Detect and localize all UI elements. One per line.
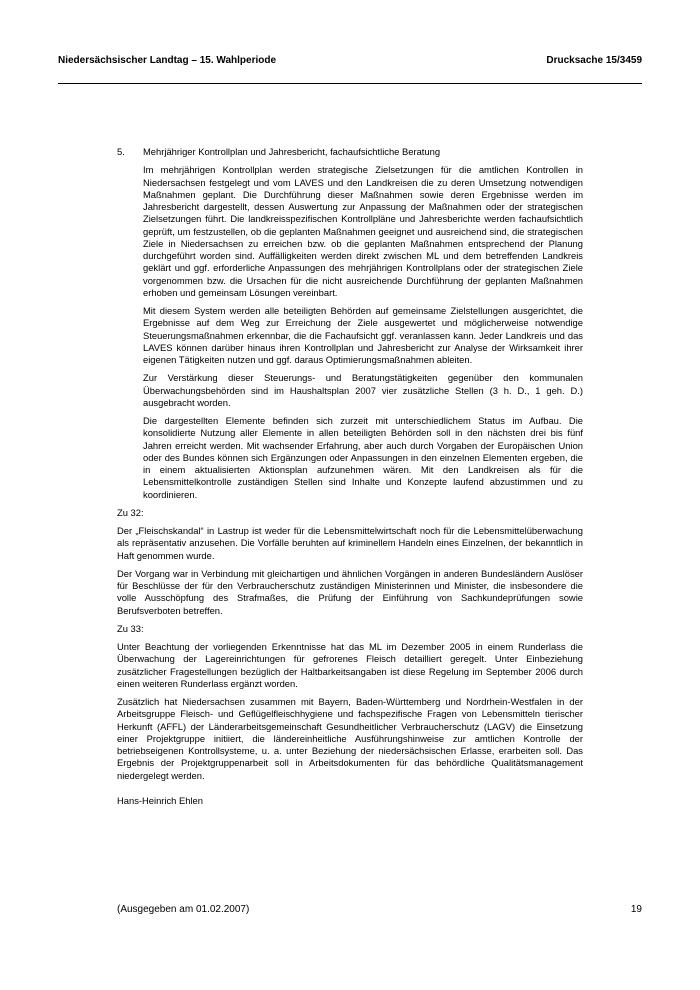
signature: Hans-Heinrich Ehlen <box>117 794 203 806</box>
page-header <box>58 55 642 66</box>
paragraph: Zusätzlich hat Niedersachsen zusammen mit Bayern, Baden-Württemberg und Nordrhein-Westfalen in der Arbeitsgruppe Fleisch- und Geflügelfleischhygiene und fachspezifische Fragen von Lebensmitteln tierischer Herkunft (AFFL) der Länderarbeitsgemeinschaft Gesundheitlicher Verbraucherschutz (LAGV) die Einsetzung einer Projektgruppe initiiert, die ländereinheitliche Ausführungshinweise zur amtlichen Kontrolle der betriebseigenen Kontrollsysteme, u. a. unter Beziehung der niedersächsischen Erlasse, erarbeiten soll. Das Ergebnis der Projektgruppenarbeit soll in Arbeitsdokumenten für das behördliche Qualitätsmanagement niedergelegt werden. <box>117 696 583 781</box>
paragraph: Unter Beachtung der vorliegenden Erkenntnisse hat das ML im Dezember 2005 in einem Runderlass die Überwachung der Lagereinrichtungen für gefrorenes Fleisch detailliert geregelt. Unter Einbeziehung zusätzlicher Fragestellungen bezüglich der Haltbarkeitsangaben ist diese Regelung im September 2006 durch einen weiteren Runderlass ergänzt worden. <box>117 641 583 689</box>
paragraph: Im mehrjährigen Kontrollplan werden strategische Zielsetzungen für die amtlichen Kontrollen in Niedersachsen festgelegt und vom LAVES und den Landkreisen die zu deren Umsetzung notwendigen Maßnahmen geplant. Die Durchführung dieser Maßnahmen sowie deren Ergebnisse werden im Jahresbericht dargestellt, dessen Auswertung zur Anpassung der Maßnahmen oder der strategischen Zielsetzungen führt. Die landkreisspezifischen Kontrollpläne und Jahresberichte werden fachaufsichtlich geprüft, um festzustellen, ob die geplanten Maßnahmen geeignet und ausreichend sind, die strategischen Ziele in Niedersachsen zu erreichen bzw. ob die geplanten Maßnahmen entsprechend der Planung durchgeführt worden sind. Auffälligkeiten werden direkt zwischen ML und dem betreffenden Landkreis geklärt und ggf. erforderliche Anpassungen des mehrjährigen Kontrollplans oder der strategischen Ziele vorgenommen bzw. die Ursachen für die nicht ausreichende Durchführung der geplanten Maßnahmen erhoben und gemeinsam Lösungen vereinbart. <box>143 164 583 298</box>
zu-32-label: Zu 32: <box>117 506 144 518</box>
paragraph: Zur Verstärkung dieser Steuerungs- und Beratungstätigkeiten gegenüber den kommunalen Überwachungsbehörden sind im Haushaltsplan 2007 vier zusätzliche Stellen (3 h. D., 1 geh. D.) ausgebracht worden. <box>143 372 583 408</box>
section-5-body <box>143 164 583 501</box>
header-title: Niedersächsischer Landtag – 15. Wahlperiode <box>58 55 277 66</box>
paragraph: Der Vorgang war in Verbindung mit gleichartigen und ähnlichen Vorgängen in anderen Bundesländern Auslöser für Beschlüsse der für den Verbraucherschutz zuständigen Ministerinnen und Minister, die insbesondere die volle Ausschöpfung des Strafmaßes, die Prüfung der Einführung von Sachkundeprüfungen sowie Berufsverboten betreffen. <box>117 567 583 616</box>
document-body <box>117 146 583 807</box>
paragraph: Die dargestellten Elemente befinden sich zurzeit mit unterschiedlichem Status im Aufbau. Die konsolidierte Nutzung aller Elemente in allen beteiligten Behörden soll in den nächsten drei bis fünf Jahren erreicht werden. Mit wachsender Erfahrung, aber auch durch Vorgaben der Europäischen Union oder des Bundes können sich Ergänzungen oder Anpassungen in den einzelnen Elementen ergeben, die in einem aktualisierten Aktionsplan aufzunehmen wären. Mit den Landkreisen als für die Lebensmittelkontrolle zuständigen Stellen sind Inhalte und Konzepte laufend abzustimmen und zu koordinieren. <box>143 415 583 500</box>
paragraph: Mit diesem System werden alle beteiligten Behörden auf gemeinsame Zielstellungen ausgerichtet, die Ergebnisse auf dem Weg zur Erreichung der Ziele ausgewertet und möglicherweise notwendige Steuerungsmaßnahmen erkennbar, die die Fachaufsicht ggf. veranlassen kann. Jeder Landkreis und das LAVES können darüber hinaus ihren Kontrollplan und Jahresbericht zur Analyse der Wirksamkeit ihrer eigenen Tätigkeiten nutzen und ggf. daraus Optimierungsmaßnahmen ableiten. <box>143 305 583 365</box>
page-number: 19 <box>630 904 642 915</box>
paragraph: Der „Fleischskandal“ in Lastrup ist weder für die Lebensmittelwirtschaft noch für die Lebensmittelüberwachung als repräsentativ anzusehen. Die Vorfälle beruhten auf kriminellem Handeln eines Einzelnen, der bekanntlich in Haft genommen wurde. <box>117 525 583 561</box>
page-footer <box>117 904 642 915</box>
zu-33-label: Zu 33: <box>117 622 144 634</box>
header-divider <box>58 83 642 84</box>
section-number: 5. <box>117 146 125 157</box>
section-title: Mehrjähriger Kontrollplan und Jahresbericht, fachaufsichtliche Beratung <box>143 146 441 157</box>
section-5-heading <box>117 146 583 158</box>
document-number: Drucksache 15/3459 <box>546 55 642 66</box>
issue-date: (Ausgegeben am 01.02.2007) <box>117 904 250 915</box>
